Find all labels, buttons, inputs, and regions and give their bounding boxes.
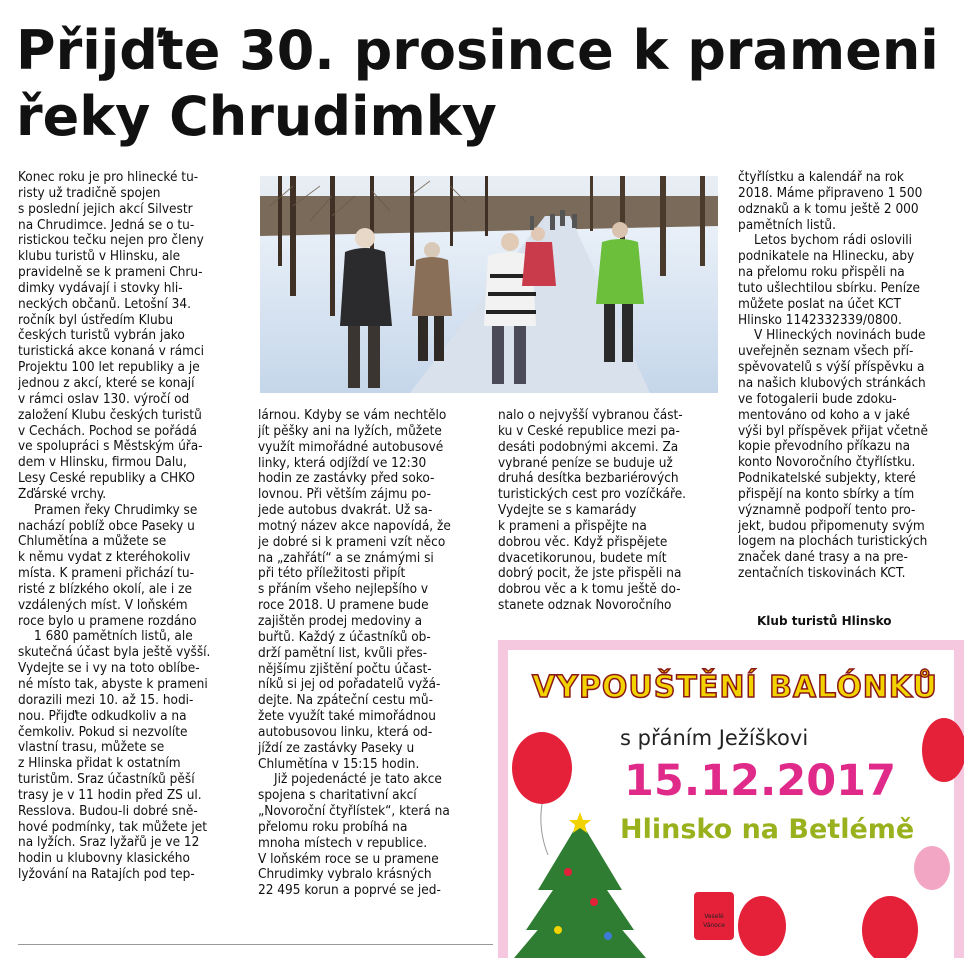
article-text-line: pravidelně se k prameni Chru- — [18, 265, 203, 281]
article-column-2 — [258, 408, 490, 899]
article-text-line: lárnou. Kdyby se vám nechtělo — [258, 408, 447, 423]
article-text-line: nachází poblíž obce Paseky u — [18, 518, 195, 534]
balloon-icon — [862, 896, 918, 958]
article-text-line: 2018. Máme připraveno 1 500 — [738, 185, 923, 201]
article-text-line: trasy je v 11 hodin před ZŠ ul. — [18, 787, 202, 803]
article-text-line: 1 680 pamětních listů, ale — [34, 629, 193, 645]
article-text-line: dobrou věc. Když přispějete — [498, 534, 668, 550]
article-text-line: dorazili mezi 10. až 15. hodi- — [18, 692, 194, 708]
article-text-line: přelomu roku probíhá na — [258, 819, 408, 835]
article-text-line: lovnou. Při větším zájmu po- — [258, 487, 432, 503]
article-text-line: nějšímu zjištění počtu účast- — [258, 661, 432, 677]
article-text-line: turistům. Sraz účastníků pěší — [18, 772, 195, 788]
article-text-line: na Chrudimce. Jedná se o tu- — [18, 217, 195, 233]
article-text-line: mentováno od koho a v jaké — [738, 407, 910, 423]
ad-title: VYPOUŠTĚNÍ BALÓNKŮ — [532, 670, 938, 705]
article-text-line: jíždí ze zastávky Paseky u — [258, 740, 415, 756]
article-text-line: jít pěšky ani na lyžích, můžete — [258, 423, 442, 439]
article-text-line: stanete odznak Novoročního — [498, 598, 672, 614]
article-text-line: výši byl příspěvek přijat včetně — [738, 423, 928, 439]
article-text-line: 22 495 korun a poprvé se jed- — [258, 883, 441, 899]
article-text-line: dimky vydávají i stovky hli- — [18, 280, 183, 296]
article-text-line: v rámci oslav 130. výročí od — [18, 391, 190, 407]
article-text-line: je dobré si k prameni vzít něco — [258, 534, 446, 550]
article-text-line: českých turistů vybrán jako — [18, 328, 185, 344]
article-text-line: na přelomu roku přispěli na — [738, 265, 905, 281]
ad-place: Hlinsko na Betlémě — [620, 814, 915, 845]
article-text-line: Podnikatelské subjekty, které — [738, 471, 916, 487]
article-text-line: odznaků a k tomu ještě 2 000 — [738, 201, 919, 217]
article-text-line: Vydejte se i vy na toto oblíbe- — [18, 661, 200, 677]
article-text-line: na „zahřátí“ a se známými si — [258, 550, 434, 566]
article-text-line: Hlinsko 1142332339/0800. — [738, 312, 902, 328]
article-text-line: jekt, budou připomenuty svým — [738, 518, 925, 534]
balloon-icon — [512, 732, 572, 855]
article-text-line: Žďárské vrchy. — [18, 486, 107, 502]
article-text-line: ku v České republice mezi pa- — [498, 423, 680, 439]
article-text-line: místa. K prameni přichází tu- — [18, 566, 194, 582]
article-text-line: čtyřlístku a kalendář na rok — [738, 170, 904, 185]
gift-tag-icon — [694, 892, 734, 940]
article-text-line: Resslova. Budou-li dobré sně- — [18, 803, 198, 819]
article-text-line: roce 2018. U pramene bude — [258, 598, 429, 614]
article-text-line: čemkoliv. Pokud si nezvolíte — [18, 724, 188, 740]
article-text-line: přispějí na konto sbírky a tím — [738, 486, 915, 502]
article-text-line: Chrudimky vybralo krásných — [258, 867, 432, 883]
article-text-line: mnoha místech v republice. — [258, 835, 428, 851]
article-text-line: spojena s charitativní akcí — [258, 788, 417, 804]
article-text-line: dejte. Na zpáteční cestu mů- — [258, 693, 433, 709]
article-text-line: hové podmínky, tak můžete jet — [18, 819, 208, 835]
article-headline — [16, 18, 966, 150]
article-text-line: risty už tradičně spojen — [18, 185, 161, 201]
article-text-line: vlastní trasu, můžete se — [18, 740, 165, 756]
article-text-line: hodin u klubovny klasického — [18, 851, 190, 867]
article-text-line: drží pamětní list, kvůli přes- — [258, 645, 428, 661]
article-text-line: na našich klubových stránkách — [738, 375, 926, 391]
article-text-line: klubu turistů v Hlinsku, ale — [18, 249, 181, 265]
article-text-line: kopie převodního příkazu na — [738, 439, 911, 455]
article-text-line: žete využít také mimořádnou — [258, 709, 436, 725]
article-text-line: dvacetikorunou, budete mít — [498, 550, 667, 566]
article-text-line: druhá desítka bezbariérových — [498, 471, 679, 487]
article-text-line: logem na plochách turistických — [738, 534, 928, 550]
article-text-line: turistických cest pro vozíčkáře. — [498, 487, 687, 503]
article-text-line: hodin ze zastávky před soko- — [258, 471, 435, 487]
article-column-4 — [738, 170, 966, 582]
article-text-line: linky, která odjíždí ve 12:30 — [258, 455, 427, 471]
advertisement-balloon-event — [498, 640, 964, 958]
article-text-line: ve spolupráci s Městským úřa- — [18, 439, 203, 455]
article-text-line: ve fotogalerii bude zdoku- — [738, 391, 897, 407]
article-text-line: Již pojedenácté je tato akce — [274, 772, 442, 788]
tag-text-line-2: Vánoce — [703, 922, 725, 929]
article-text-line: autobusovou linku, která od- — [258, 724, 433, 740]
article-text-line: „Novoroční čtyřlístek“, která na — [258, 804, 450, 820]
article-text-line: významně podpoří tento pro- — [738, 502, 916, 518]
article-text-line: k prameni a přispějte na — [498, 518, 647, 534]
article-photo-hikers — [260, 176, 718, 393]
article-text-line: risté z blízkého okolí, ale i ze — [18, 581, 192, 597]
article-text-line: podnikatele na Hlinecku, aby — [738, 249, 915, 265]
article-text-line: značek dané trasy a na pre- — [738, 550, 908, 566]
article-text-line: pamětních listů. — [738, 217, 836, 233]
article-text-line: Projektu 100 let republiky a je — [18, 360, 200, 376]
article-text-line: nou. Přijďte odkudkoliv a na — [18, 708, 187, 724]
headline-line-1: Přijďte 30. prosince k prameni — [16, 19, 939, 82]
article-text-line: Letos bychom rádi oslovili — [754, 233, 913, 249]
article-text-line: ristickou tečku nejen pro členy — [18, 233, 204, 249]
article-text-line: V Hlineckých novinách bude — [754, 328, 926, 344]
ad-subtitle: s přáním Ježíškovi — [620, 726, 809, 750]
article-text-line: né místo tak, abyste k prameni — [18, 677, 208, 692]
balloon-icon — [738, 896, 786, 956]
article-text-line: buřtů. Každý z účastníků ob- — [258, 629, 431, 645]
article-text-line: neckých občanů. Letošní 34. — [18, 296, 191, 312]
article-text-line: při této příležitosti připít — [258, 566, 406, 582]
article-text-line: lyžování na Ratajích pod tep- — [18, 867, 195, 883]
article-signature: Klub turistů Hlinsko — [757, 614, 892, 628]
article-text-line: níků si jej od pořadatelů vyžá- — [258, 677, 441, 693]
balloon-icon — [914, 846, 950, 890]
article-text-line: dobrý pocit, že jste přispěli na — [498, 566, 682, 582]
tag-text-line-1: Veselé — [704, 913, 724, 920]
balloon-icon — [922, 718, 964, 782]
article-text-line: zajištěn prodej medoviny a — [258, 613, 423, 629]
article-column-3 — [498, 408, 728, 614]
article-text-line: tuto ušlechtilou sbírku. Peníze — [738, 280, 920, 296]
article-text-line: vzdálených míst. V loňském — [18, 597, 188, 613]
article-text-line: využít mimořádné autobusové — [258, 439, 444, 455]
article-text-line: jednou z akcí, které se konají — [18, 375, 195, 391]
photo-illustration — [260, 176, 718, 393]
article-text-line: V loňském roce se u pramene — [258, 851, 439, 867]
article-text-line: Lesy České republiky a CHKO — [18, 471, 195, 487]
article-text-line: uveřejněn seznam všech pří- — [738, 344, 914, 360]
article-text-line: turistická akce konaná v rámci — [18, 344, 205, 360]
article-text-line: ročník byl ústředím Klubu — [18, 312, 174, 328]
article-text-line: Chlumětína v 15:15 hodin. — [258, 756, 420, 772]
headline-line-2: řeky Chrudimky — [16, 85, 497, 148]
article-text-line: s přáním všeho nejlepšího v — [258, 582, 429, 598]
article-text-line: vybrané peníze se buduje už — [498, 455, 673, 471]
article-text-line: motný název akce napovídá, že — [258, 518, 451, 534]
article-text-line: Konec roku je pro hlinecké tu- — [18, 170, 199, 185]
article-text-line: nalo o nejvyšší vybranou část- — [498, 408, 683, 423]
article-text-line: s poslední jejich akcí Silvestr — [18, 201, 193, 217]
article-text-line: k němu vydat z kteréhokoliv — [18, 550, 191, 566]
article-text-line: Chlumětína a můžete se — [18, 534, 167, 550]
article-text-line: spěvovatelů s výší příspěvku a — [738, 360, 925, 376]
article-text-line: Pramen řeky Chrudimky se — [34, 502, 198, 518]
article-text-line: na lyžích. Sraz lyžařů je ve 12 — [18, 835, 200, 851]
article-text-line: zentačních tiskovinách KČT. — [738, 566, 906, 582]
article-text-line: dem v Hlinsku, firmou Dalu, — [18, 455, 187, 471]
article-text-line: založení Klubu českých turistů — [18, 407, 202, 423]
article-text-line: konto Novoročního čtyřlístku. — [738, 455, 916, 471]
article-text-line: skutečná účast byla ještě vyšší. — [18, 645, 211, 661]
article-text-line: desáti podobnými akcemi. Za — [498, 439, 679, 455]
article-text-line: v Čechách. Pochod se pořádá — [18, 423, 197, 439]
column-divider — [18, 944, 493, 945]
article-text-line: můžete poslat na účet KČT — [738, 296, 901, 312]
article-text-line: z Hlinska přidat k ostatním — [18, 756, 181, 772]
article-text-line: dobrou věc a k tomu ještě do- — [498, 582, 681, 598]
article-text-line: jede autobus dvakrát. Už sa- — [258, 503, 433, 519]
ad-date: 15.12.2017 — [624, 756, 897, 806]
article-column-1 — [18, 170, 243, 883]
article-text-line: Vydejte se s kamarády — [498, 503, 637, 519]
article-text-line: roce bylo u pramene rozdáno — [18, 613, 197, 629]
